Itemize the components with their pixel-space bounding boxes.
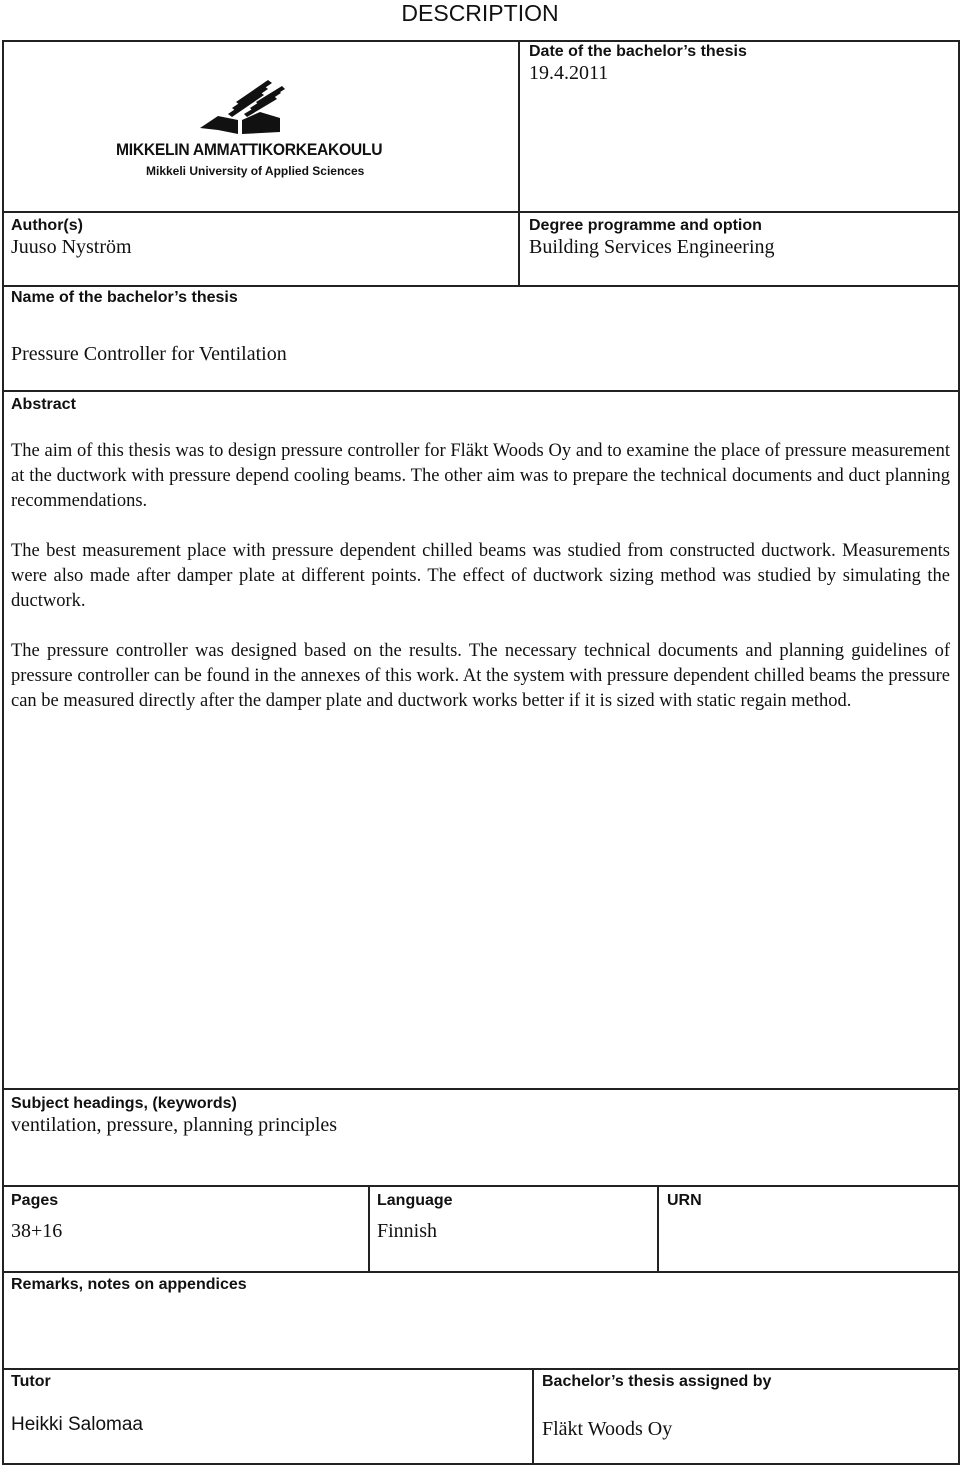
author-label: Author(s) (11, 217, 83, 234)
abstract-body (11, 439, 950, 739)
thesis-name-line (2, 390, 960, 392)
university-logo (116, 78, 383, 184)
thesis-name-label: Name of the bachelor’s thesis (11, 289, 238, 306)
keywords-value: ventilation, pressure, planning principles (11, 1114, 338, 1136)
pages-value: 38+16 (11, 1220, 63, 1242)
tutor-divider (532, 1368, 534, 1465)
top-row-divider (518, 40, 520, 287)
pages-label: Pages (11, 1192, 59, 1209)
abstract-paragraph: The aim of this thesis was to design pressure controller for Fläkt Woods Oy and to examine the place of pressure measurement at the ductwork with pressure depend cooling beams. The other aim was to prepare the technical documents and duct planning recommendations. (11, 441, 950, 511)
pages-divider (368, 1185, 370, 1272)
date-label: Date of the bachelor’s thesis (529, 43, 747, 60)
assigned-by-value: Fläkt Woods Oy (542, 1418, 673, 1440)
keywords-line (2, 1088, 960, 1090)
tutor-row-line (2, 1368, 960, 1370)
abstract-paragraph: The pressure controller was designed based on the results. The necessary technical documents and planning guidelines of pressure controller can be found in the annexes of this work. At the system with pressure dependent chilled beams the pressure can be measured directly after the damper plate and ductwork works better if it is sized with static regain method. (11, 641, 950, 711)
degree-label: Degree programme and option (529, 217, 762, 234)
university-subtitle: Mikkeli University of Applied Sciences (146, 164, 365, 178)
assigned-by-label: Bachelor’s thesis assigned by (542, 1373, 772, 1390)
remarks-label: Remarks, notes on appendices (11, 1276, 247, 1293)
language-divider (657, 1185, 659, 1272)
language-value: Finnish (377, 1220, 438, 1242)
pages-row-line (2, 1185, 960, 1187)
tutor-value: Heikki Salomaa (11, 1414, 143, 1435)
logo-row-line (2, 211, 960, 213)
open-book-logo-icon (198, 78, 288, 136)
form-frame (2, 40, 960, 1465)
tutor-label: Tutor (11, 1373, 51, 1390)
abstract-label: Abstract (11, 396, 76, 413)
author-value: Juuso Nyström (11, 236, 132, 258)
page-title: DESCRIPTION (401, 0, 559, 26)
abstract-paragraph: The best measurement place with pressure dependent chilled beams was studied from constructed ductwork. Measurements were also made after damper plate at different points. The effect of ductwork sizing method was studied by simulating the ductwork. (11, 541, 950, 611)
remarks-line (2, 1271, 960, 1273)
degree-value: Building Services Engineering (529, 236, 775, 258)
author-row-line (2, 285, 960, 287)
urn-label: URN (667, 1192, 702, 1209)
language-label: Language (377, 1192, 453, 1209)
date-value: 19.4.2011 (529, 62, 609, 84)
keywords-label: Subject headings, (keywords) (11, 1095, 237, 1112)
university-name: MIKKELIN AMMATTIKORKEAKOULU (116, 140, 383, 159)
thesis-name-value: Pressure Controller for Ventilation (11, 343, 287, 365)
